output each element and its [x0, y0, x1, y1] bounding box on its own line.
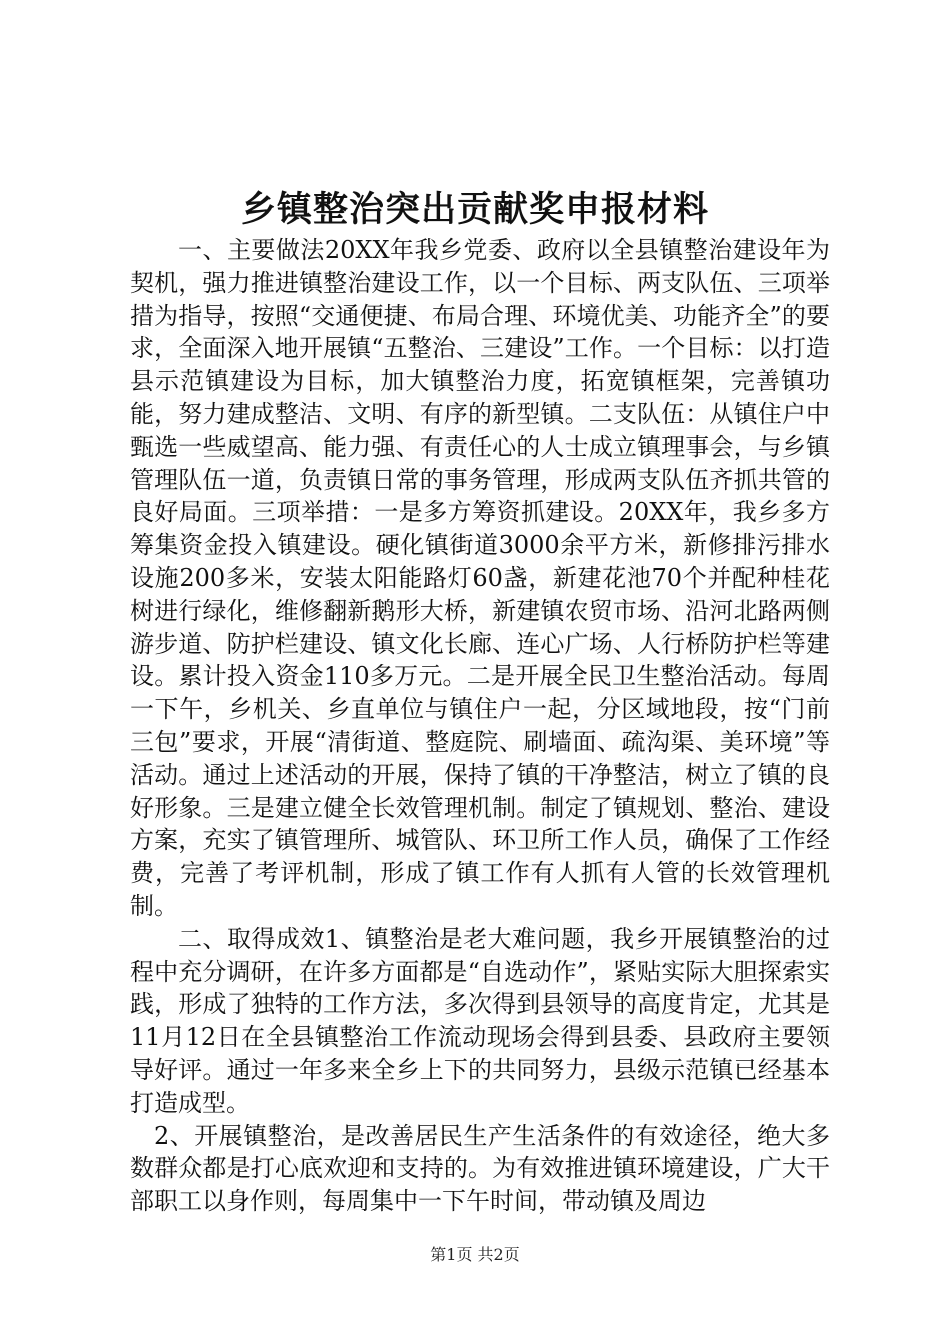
paragraph-main-practices: 一、主要做法20XX年我乡党委、政府以全县镇整治建设年为契机，强力推进镇整治建设工作，以一个目标、两支队伍、三项举措为指导，按照“交通便捷、布局合理、环境优美、功能齐全”的要求，全面深入地开展镇“五整治、三建设”工作。一个目标：以打造县示范镇建设为目标，加大镇整治力度，拓宽镇框架，完善镇功能，努力建成整洁、文明、有序的新型镇。二支队伍：从镇住户中甄选一些威望高、能力强、有责任心的人士成立镇理事会，与乡镇管理队伍一道，负责镇日常的事务管理，形成两支队伍齐抓共管的良好局面。三项举措：一是多方筹资抓建设。20XX年，我乡多方筹集资金投入镇建设。硬化镇街道3000余平方米，新修排污排水设施200多米，安装太阳能路灯60盏，新建花池70个并配种桂花树进行绿化，维修翻新鹅形大桥，新建镇农贸市场、沿河北路两侧游步道、防护栏建设、镇文化长廊、连心广场、人行桥防护栏等建设。累计投入资金110多万元。二是开展全民卫生整治活动。每周一下午，乡机关、乡直单位与镇住户一起，分区域地段，按“门前三包”要求，开展“清街道、整庭院、刷墙面、疏沟渠、美环境”等活动。通过上述活动的开展，保持了镇的干净整洁，树立了镇的良好形象。三是建立健全长效管理机制。制定了镇规划、整治、建设方案，充实了镇管理所、城管队、环卫所工作人员，确保了工作经费，完善了考评机制，形成了镇工作有人抓有人管的长效管理机制。 — [130, 236, 830, 920]
paragraph-continuation: 2、开展镇整治，是改善居民生产生活条件的有效途径，绝大多数群众都是打心底欢迎和支持的。为有效推进镇环境建设，广大干部职工以身作则，每周集中一下午时间，带动镇及周边 — [130, 1121, 830, 1216]
document-title: 乡镇整治突出贡献奖申报材料 — [240, 189, 709, 230]
page-number-footer: 第1页 共2页 — [430, 1245, 520, 1264]
paragraph-achievements: 二、取得成效1、镇整治是老大难问题，我乡开展镇整治的过程中充分调研，在许多方面都是“自选动作”，紧贴实际大胆探索实践，形成了独特的工作方法，多次得到县领导的高度肯定，尤其是11月12日在全县镇整治工作流动现场会得到县委、县政府主要领导好评。通过一年多来全乡上下的共同努力，县级示范镇已经基本打造成型。 — [130, 924, 830, 1117]
document-body — [130, 234, 830, 1218]
